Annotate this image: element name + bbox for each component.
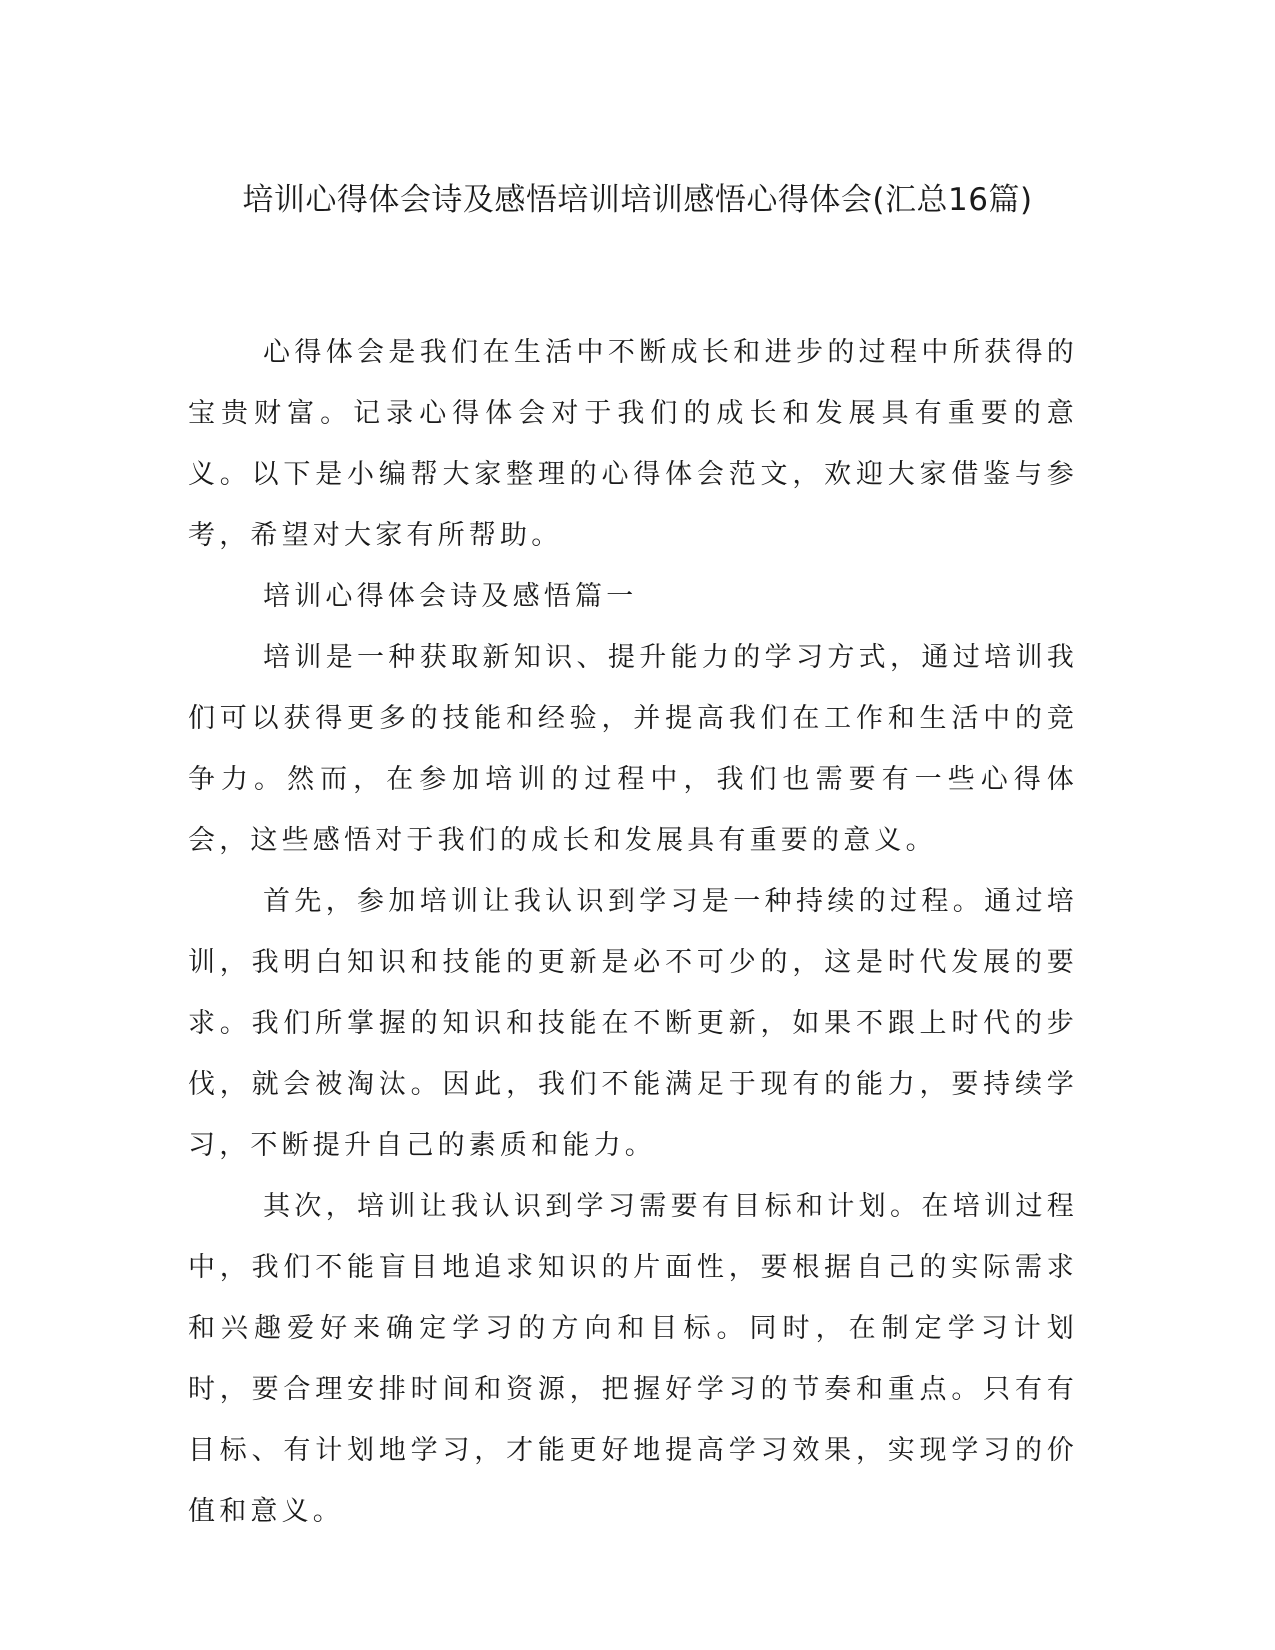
section-heading: 培训心得体会诗及感悟篇一 [263, 581, 638, 612]
body-paragraph: 首先，参加培训让我认识到学习是一种持续的过程。通过培训，我明白知识和技能的更新是必不可少的，这是时代发展的要求。我们所掌握的知识和技能在不断更新，如果不跟上时代的步伐，就会被淘汰。因此，我们不能满足于现有的能力，要持续学习，不断提升自己的素质和能力。 [188, 886, 1078, 1161]
body-paragraph: 其次，培训让我认识到学习需要有目标和计划。在培训过程中，我们不能盲目地追求知识的片面性，要根据自己的实际需求和兴趣爱好来确定学习的方向和目标。同时，在制定学习计划时，要合理安排时间和资源，把握好学习的节奏和重点。只有有目标、有计划地学习，才能更好地提高学习效果，实现学习的价值和意义。 [188, 1191, 1078, 1527]
body-paragraph: 培训是一种获取新知识、提升能力的学习方式，通过培训我们可以获得更多的技能和经验，并提高我们在工作和生活中的竞争力。然而，在参加培训的过程中，我们也需要有一些心得体会，这些感悟对于我们的成长和发展具有重要的意义。 [188, 642, 1078, 856]
intro-paragraph: 心得体会是我们在生活中不断成长和进步的过程中所获得的宝贵财富。记录心得体会对于我们的成长和发展具有重要的意义。以下是小编帮大家整理的心得体会范文，欢迎大家借鉴与参考，希望对大家有所帮助。 [188, 337, 1078, 551]
document-title: 培训心得体会诗及感悟培训培训感悟心得体会(汇总16篇) [242, 182, 1033, 218]
document-body [188, 322, 1078, 1542]
